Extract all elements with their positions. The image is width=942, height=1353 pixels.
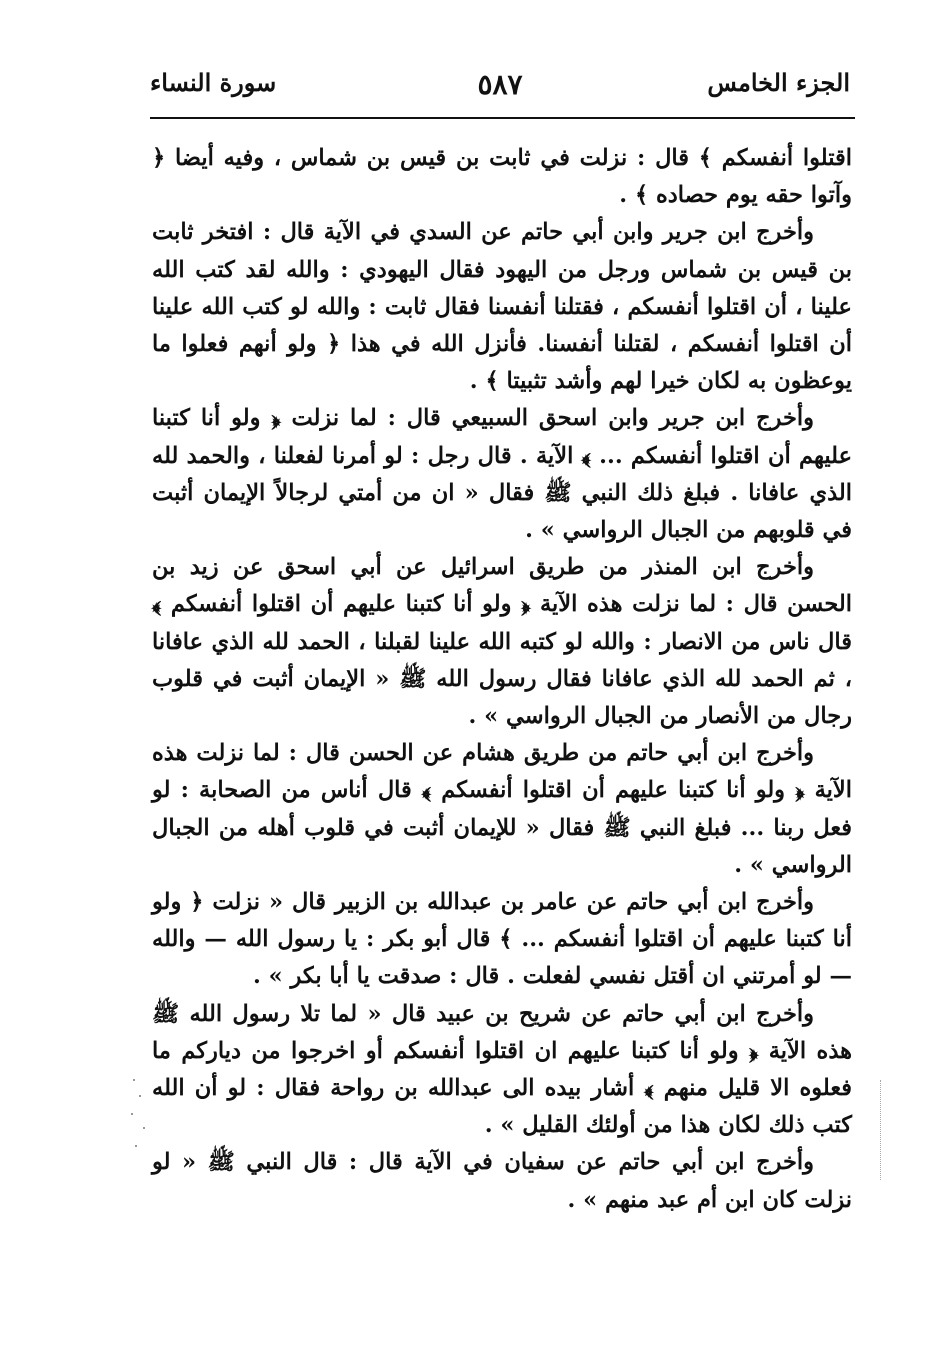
page-number: ٥٨٧: [477, 68, 523, 101]
part-label: الجزء الخامس: [707, 68, 850, 97]
paragraph-8: وأخرج ابن أبي حاتم عن سفيان في الآية قال : قال النبي ﷺ « لو نزلت كان ابن أم عبد منهم » .: [152, 1149, 852, 1213]
scan-specks: [125, 1075, 155, 1165]
paragraph-5: وأخرج ابن أبي حاتم من طريق هشام عن الحسن قال : لما نزلت هذه الآية ﴿ ولو أنا كتبنا عليهم أن اقتلوا أنفسكم ﴾ قال أناس من الصحابة : لو فعل ربنا ... فبلغ النبي ﷺ فقال « للإيمان أثبت في قلوب أهله من الجبال الرواسي » .: [152, 740, 852, 878]
header-rule: [150, 117, 855, 119]
paragraph-3: وأخرج ابن جرير وابن اسحق السبيعي قال : لما نزلت ﴿ ولو أنا كتبنا عليهم أن اقتلوا أنفسكم ... ﴾ الآية . قال رجل : لو أمرنا لفعلنا ، والحمد لله الذي عافانا . فبلغ ذلك النبي ﷺ فقال « ان من أمتي لرجالاً الإيمان أثبت في قلوبهم من الجبال الرواسي » .: [152, 405, 852, 544]
paragraph-1: اقتلوا أنفسكم ﴾ قال : نزلت في ثابت بن قيس بن شماس ، وفيه أيضا ﴿ وآتوا حقه يوم حصاده ﴾ .: [152, 145, 852, 209]
paragraph-2: وأخرج ابن جرير وابن أبي حاتم عن السدي في الآية قال : افتخر ثابت بن قيس بن شماس ورجل من اليهود فقال اليهودي : والله لقد كتب الله علينا ، أن اقتلوا أنفسكم ، فقتلنا أنفسنا فقال ثابت : والله لو كتب الله علينا أن اقتلوا أنفسكم ، لقتلنا أنفسنا. فأنزل الله في هذا ﴿ ولو أنهم فعلوا ما يوعظون به لكان خيرا لهم وأشد تثبيتا ﴾ .: [152, 219, 852, 395]
paragraph-7: وأخرج ابن أبي حاتم عن شريح بن عبيد قال « لما تلا رسول الله ﷺ هذه الآية ﴿ ولو أنا كتبنا عليهم ان اقتلوا أنفسكم أو اخرجوا من دياركم ما فعلوه الا قليل منهم ﴾ أشار بيده الى عبدالله بن رواحة فقال : لو أن الله كتب ذلك لكان هذا من أولئك القليل » .: [152, 1000, 852, 1139]
paragraph-4: وأخرج ابن المنذر من طريق اسرائيل عن أبي اسحق عن زيد بن الحسن قال : لما نزلت هذه الآية ﴿ ولو أنا كتبنا عليهم أن اقتلوا أنفسكم ﴾ قال ناس من الانصار : والله لو كتبه الله علينا لقبلنا ، الحمد لله الذي عافانا ، ثم الحمد لله الذي عافانا فقال رسول الله ﷺ « الإيمان أثبت في قلوب رجال من الأنصار من الجبال الرواسي » .: [152, 554, 852, 730]
surah-label: سورة النساء: [150, 68, 277, 97]
scan-margin-line: [880, 1080, 881, 1180]
page-body: [152, 140, 852, 1219]
running-header: [150, 62, 850, 106]
paragraph-6: وأخرج ابن أبي حاتم عن عامر بن عبدالله بن الزبير قال « نزلت ﴿ ولو أنا كتبنا عليهم أن اقتلوا أنفسكم ... ﴾ قال أبو بكر : يا رسول الله — والله — لو أمرتني ان أقتل نفسي لفعلت . قال : صدقت يا أبا بكر » .: [152, 889, 852, 990]
